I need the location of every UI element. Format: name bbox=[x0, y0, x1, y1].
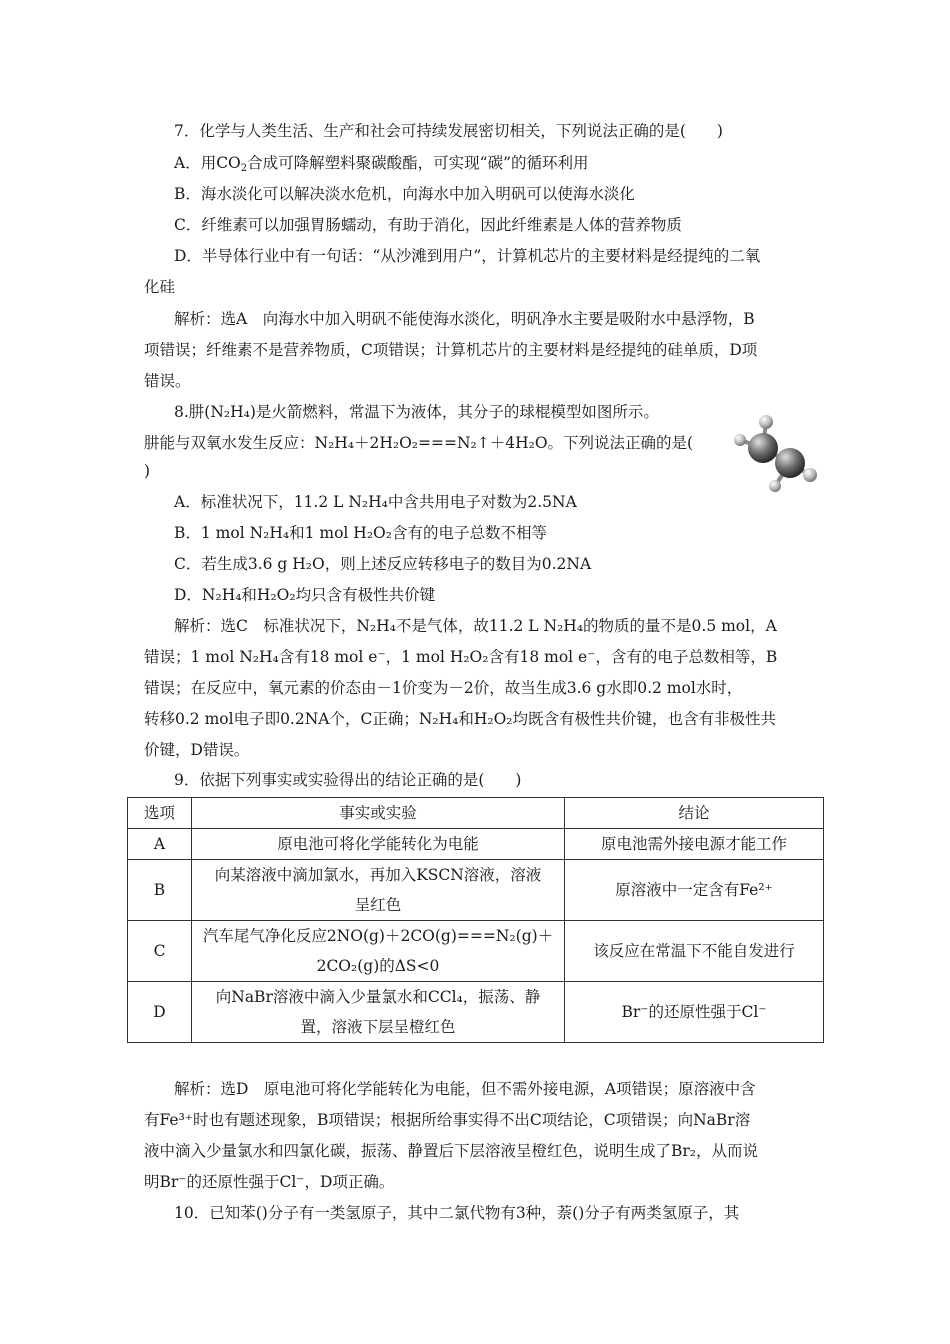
table-cell: 向NaBr溶液中滴入少量氯水和CCl₄，振荡、静 置，溶液下层呈橙红色 bbox=[192, 982, 565, 1043]
q9-stem: 9．依据下列事实或实验得出的结论正确的是( ) bbox=[174, 771, 522, 789]
q9-explanation-cont: 液中滴入少量氯水和四氯化碳，振荡、静置后下层溶液呈橙红色，说明生成了Br₂，从而说 bbox=[144, 1142, 759, 1160]
q7-option-d-cont: 化硅 bbox=[144, 278, 176, 296]
table-cell: B bbox=[128, 860, 192, 921]
q8-option-c: C．若生成3.6 g H₂O，则上述反应转移电子的数目为0.2NA bbox=[174, 555, 592, 573]
q8-stem-cont: ) bbox=[144, 462, 151, 480]
q9-table bbox=[127, 797, 824, 1043]
table-header-row bbox=[128, 798, 824, 829]
q7-stem: 7．化学与人类生活、生产和社会可持续发展密切相关，下列说法正确的是( ) bbox=[174, 122, 723, 140]
q8-option-a: A．标准状况下，11.2 L N₂H₄中含共用电子对数为2.5NA bbox=[174, 493, 577, 511]
q9-explanation-cont: 明Br⁻的还原性强于Cl⁻，D项正确。 bbox=[144, 1173, 395, 1191]
q9-explanation: 解析：选D 原电池可将化学能转化为电能，但不需外接电源，A项错误；原溶液中含 bbox=[174, 1080, 756, 1098]
table-row bbox=[128, 829, 824, 860]
table-cell: 该反应在常温下不能自发进行 bbox=[565, 921, 824, 982]
q8-stem-cont: 肼能与双氧水发生反应：N₂H₄＋2H₂O₂===N₂↑＋4H₂O。下列说法正确的是( bbox=[144, 434, 694, 452]
table-cell: D bbox=[128, 982, 192, 1043]
table-header: 选项 bbox=[128, 798, 192, 829]
table-row bbox=[128, 860, 824, 921]
q8-option-b: B．1 mol N₂H₄和1 mol H₂O₂含有的电子总数不相等 bbox=[174, 524, 547, 542]
q8-explanation-cont: 价键，D错误。 bbox=[144, 741, 250, 759]
table-header: 结论 bbox=[565, 798, 824, 829]
table-cell: A bbox=[128, 829, 192, 860]
table-row bbox=[128, 982, 824, 1043]
q7-explanation-cont: 错误。 bbox=[144, 372, 191, 390]
q7-option-c: C．纤维素可以加强胃肠蠕动，有助于消化，因此纤维素是人体的营养物质 bbox=[174, 216, 682, 234]
q8-option-d: D．N₂H₄和H₂O₂均只含有极性共价键 bbox=[174, 586, 436, 604]
q7-option-d: D．半导体行业中有一句话：“从沙滩到用户”，计算机芯片的主要材料是经提纯的二氧 bbox=[174, 247, 761, 265]
q7-explanation: 解析：选A 向海水中加入明矾不能使海水淡化，明矾净水主要是吸附水中悬浮物，B bbox=[174, 310, 755, 328]
q8-explanation-cont: 转移0.2 mol电子即0.2NA个，C正确；N₂H₄和H₂O₂均既含有极性共价键，也含有非极性共 bbox=[144, 710, 776, 728]
table-cell: Br⁻的还原性强于Cl⁻ bbox=[565, 982, 824, 1043]
q8-explanation-cont: 错误；在反应中，氧元素的价态由－1价变为－2价，故当生成3.6 g水即0.2 mol水时， bbox=[144, 679, 743, 697]
table-cell: 原溶液中一定含有Fe²⁺ bbox=[565, 860, 824, 921]
hydrazine-ball-stick-model bbox=[728, 408, 828, 498]
q8-stem: 8.肼(N₂H₄)是火箭燃料，常温下为液体，其分子的球棍模型如图所示。 bbox=[174, 403, 659, 421]
q8-explanation: 解析：选C 标准状况下，N₂H₄不是气体，故11.2 L N₂H₄的物质的量不是0.5 mol，A bbox=[174, 617, 777, 635]
q9-explanation-cont: 有Fe³⁺时也有题述现象，B项错误；根据所给事实得不出C项结论，C项错误；向NaBr溶 bbox=[144, 1111, 751, 1129]
table-header: 事实或实验 bbox=[192, 798, 565, 829]
q10-stem: 10．已知苯()分子有一类氢原子，其中二氯代物有3种，萘()分子有两类氢原子，其 bbox=[174, 1204, 740, 1222]
q7-option-a: A．用$CO_2$合成可降解塑料聚碳酸酯，可实现“碳”的循环利用 bbox=[174, 154, 589, 174]
q8-explanation-cont: 错误；1 mol N₂H₄含有18 mol e⁻，1 mol H₂O₂含有18 mol e⁻，含有的电子总数相等，B bbox=[144, 648, 778, 666]
q7-explanation-cont: 项错误；纤维素不是营养物质，C项错误；计算机芯片的主要材料是经提纯的硅单质，D项 bbox=[144, 341, 758, 359]
table-row bbox=[128, 921, 824, 982]
q7-option-b: B．海水淡化可以解决淡水危机，向海水中加入明矾可以使海水淡化 bbox=[174, 185, 635, 203]
table-cell: 向某溶液中滴加氯水，再加入KSCN溶液，溶液 呈红色 bbox=[192, 860, 565, 921]
table-cell: 原电池可将化学能转化为电能 bbox=[192, 829, 565, 860]
table-cell: 原电池需外接电源才能工作 bbox=[565, 829, 824, 860]
table-cell: 汽车尾气净化反应2NO(g)＋2CO(g)===N₂(g)＋ 2CO₂(g)的ΔS<0 bbox=[192, 921, 565, 982]
table-cell: C bbox=[128, 921, 192, 982]
